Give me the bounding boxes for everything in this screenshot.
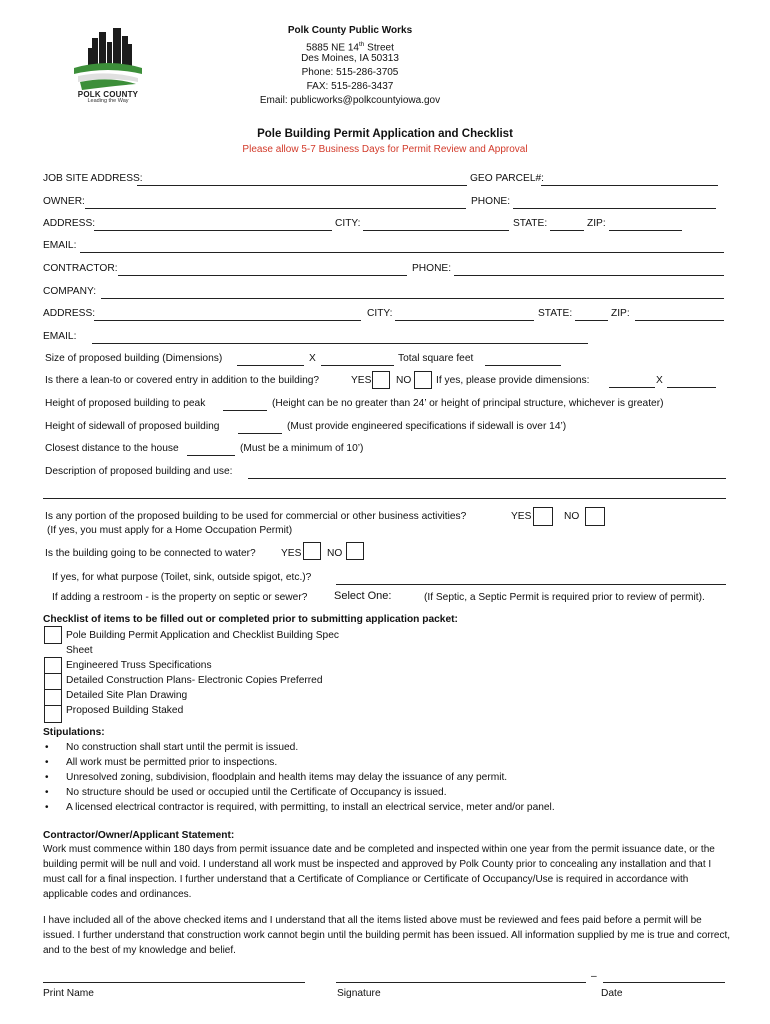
owner-phone-label: PHONE: — [471, 196, 511, 207]
owner-state-label: STATE: — [513, 218, 548, 229]
purpose-label: If yes, for what purpose (Toilet, sink, outside spigot, etc.)? — [52, 572, 312, 583]
bullet-icon: • — [45, 802, 49, 813]
leanto-dims-label: If yes, please provide dimensions: — [436, 375, 590, 386]
org-city: Des Moines, IA 50313 — [301, 53, 399, 64]
commercial-yes-label: YES — [511, 511, 532, 522]
job-site-input[interactable] — [137, 173, 467, 186]
contractor-phone-input[interactable] — [454, 263, 724, 276]
leanto-length-input[interactable] — [667, 375, 716, 388]
sidewall-label: Height of sidewall of proposed building — [45, 421, 220, 432]
owner-zip-label: ZIP: — [587, 218, 606, 229]
contractor-email-label: EMAIL: — [43, 331, 77, 342]
print-name-label: Print Name — [43, 988, 94, 999]
row-water — [45, 548, 728, 564]
size-x-label: X — [309, 353, 316, 364]
owner-email-input[interactable] — [80, 240, 724, 253]
row-owner-address — [43, 218, 726, 234]
row-owner-email — [43, 240, 726, 256]
owner-state-input[interactable] — [550, 218, 584, 231]
logo-tagline: Leading the Way — [87, 98, 129, 104]
leanto-label: Is there a lean-to or covered entry in addition to the building? — [45, 375, 320, 386]
commercial-yes-checkbox[interactable] — [533, 507, 553, 526]
peak-label: Height of proposed building to peak — [45, 398, 206, 409]
form-subtitle: Please allow 5-7 Business Days for Permit Review and Approval — [242, 144, 528, 155]
contractor-state-input[interactable] — [575, 308, 608, 321]
checklist-item-6: Proposed Building Staked — [66, 705, 184, 716]
leanto-no-label: NO — [396, 375, 412, 386]
owner-address-input[interactable] — [94, 218, 332, 231]
closest-label: Closest distance to the house — [45, 443, 179, 454]
contractor-address-input[interactable] — [94, 308, 361, 321]
row-size — [45, 353, 728, 369]
total-sqft-input[interactable] — [485, 353, 561, 366]
company-label: COMPANY: — [43, 286, 97, 297]
bullet-icon: • — [45, 787, 49, 798]
date-label: Date — [601, 988, 623, 999]
logo-text: POLK COUNTY — [77, 90, 139, 99]
septic-note: (If Septic, a Septic Permit is required prior to review of permit). — [424, 592, 705, 603]
stipulation-4: No structure should be used or occupied until the Certificate of Occupancy is issued. — [66, 787, 447, 798]
row-purpose — [52, 572, 726, 588]
geo-parcel-input[interactable] — [541, 173, 718, 186]
signature-label: Signature — [337, 988, 381, 999]
statement-paragraph-1: Work must commence within 180 days from permit issuance date and be completed and inspected within one year from the permit issuance date, or the building permit will be null and void. I understand all work must be inspected and approved by Polk County prior to concealing any installation and that I must call for a final inspection. I further understand that a Certificate of Compliance or Certificate of Occupancy/Use is required in accordance with applicable codes and ordinances. — [43, 844, 715, 900]
commercial-label: Is any portion of the proposed building to be used for commercial or other business activities? — [45, 511, 467, 522]
size-label: Size of proposed building (Dimensions) — [45, 353, 223, 364]
owner-address-label: ADDRESS: — [43, 218, 96, 229]
stipulation-1: No construction shall start until the permit is issued. — [66, 742, 299, 753]
water-yes-label: YES — [281, 548, 302, 559]
description-input-line2[interactable] — [43, 486, 726, 499]
owner-label: OWNER: — [43, 196, 85, 207]
owner-phone-input[interactable] — [513, 196, 716, 209]
closest-note: (Must be a minimum of 10’) — [240, 443, 364, 454]
contractor-label: CONTRACTOR: — [43, 263, 118, 274]
signature-input[interactable] — [336, 970, 586, 983]
bullet-icon: • — [45, 772, 49, 783]
sidewall-input[interactable] — [238, 421, 282, 434]
org-name: Polk County Public Works — [287, 25, 413, 36]
water-no-label: NO — [327, 548, 343, 559]
water-label: Is the building going to be connected to water? — [45, 548, 256, 559]
commercial-no-checkbox[interactable] — [585, 507, 605, 526]
geo-parcel-label: GEO PARCEL#: — [470, 173, 544, 184]
row-sidewall — [45, 421, 728, 437]
contractor-phone-label: PHONE: — [412, 263, 452, 274]
checklist-checkbox-1[interactable] — [44, 626, 62, 644]
size-length-input[interactable] — [321, 353, 394, 366]
signature-dash: – — [591, 971, 597, 982]
checklist-heading: Checklist of items to be filled out or completed prior to submitting application packet: — [43, 614, 458, 625]
contractor-city-input[interactable] — [395, 308, 534, 321]
checklist-checkbox-5[interactable] — [44, 705, 62, 723]
row-description — [45, 466, 726, 482]
contractor-input[interactable] — [118, 263, 407, 276]
org-street: 5885 NE 14th Street — [306, 41, 394, 54]
row-restroom — [52, 592, 726, 608]
leanto-no-checkbox[interactable] — [414, 371, 432, 389]
leanto-yes-checkbox[interactable] — [372, 371, 390, 389]
statement-heading: Contractor/Owner/Applicant Statement: — [43, 830, 235, 841]
septic-sewer-select[interactable]: Select One: — [334, 590, 392, 602]
org-fax: FAX: 515-286-3437 — [306, 81, 394, 92]
row-contractor — [43, 263, 726, 279]
owner-zip-input[interactable] — [609, 218, 682, 231]
leanto-x-label: X — [656, 375, 663, 386]
bullet-icon: • — [45, 742, 49, 753]
bullet-icon: • — [45, 757, 49, 768]
owner-input[interactable] — [85, 196, 466, 209]
row-job-site — [43, 173, 726, 189]
restroom-label: If adding a restroom - is the property on septic or sewer? — [52, 592, 308, 603]
contractor-zip-label: ZIP: — [611, 308, 630, 319]
org-phone: Phone: 515-286-3705 — [301, 67, 399, 78]
purpose-input[interactable] — [336, 572, 726, 585]
print-name-input[interactable] — [43, 970, 305, 983]
checklist-item-4: Detailed Construction Plans- Electronic Copies Preferred — [66, 675, 323, 686]
contractor-address-label: ADDRESS: — [43, 308, 96, 319]
form-title: Pole Building Permit Application and Checklist — [257, 128, 513, 140]
size-width-input[interactable] — [237, 353, 304, 366]
description-label: Description of proposed building and use: — [45, 466, 233, 477]
row-leanto — [45, 375, 728, 391]
row-owner — [43, 196, 726, 212]
commercial-note: (If yes, you must apply for a Home Occupation Permit) — [47, 525, 293, 536]
org-email: Email: publicworks@polkcountyiowa.gov — [259, 95, 441, 106]
checklist-item-2: Sheet — [66, 645, 93, 656]
row-contractor-email — [43, 331, 726, 347]
stipulation-5: A licensed electrical contractor is required, with permitting, to install an electrical service, meter and/or panel. — [66, 802, 555, 813]
peak-note: (Height can be no greater than 24’ or height of principal structure, whichever is greater) — [272, 398, 664, 409]
job-site-label: JOB SITE ADDRESS: — [43, 173, 143, 184]
statement-paragraph-2: I have included all of the above checked items and I understand that all the items listed above must be reviewed and fees paid before a permit will be issued. I further understand that construction work cannot begin until the building permit has been issued. All information supplied by me is true and correct, and to the best of my knowledge and belief. — [43, 915, 731, 956]
leanto-yes-label: YES — [351, 375, 372, 386]
owner-city-label: CITY: — [335, 218, 361, 229]
row-contractor-address — [43, 308, 726, 324]
company-input[interactable] — [101, 286, 724, 299]
checklist-item-1: Pole Building Permit Application and Checklist Building Spec — [66, 630, 339, 641]
checklist-item-5: Detailed Site Plan Drawing — [66, 690, 188, 701]
peak-input[interactable] — [223, 398, 267, 411]
stipulation-2: All work must be permitted prior to inspections. — [66, 757, 278, 768]
contractor-zip-input[interactable] — [635, 308, 724, 321]
contractor-city-label: CITY: — [367, 308, 393, 319]
description-input[interactable] — [248, 466, 726, 479]
date-input[interactable] — [603, 970, 725, 983]
row-peak — [45, 398, 728, 414]
leanto-width-input[interactable] — [609, 375, 655, 388]
stipulation-3: Unresolved zoning, subdivision, floodplain and health items may delay the issuance of any permit. — [66, 772, 508, 783]
total-sqft-label: Total square feet — [398, 353, 474, 364]
contractor-state-label: STATE: — [538, 308, 573, 319]
stipulations-heading: Stipulations: — [43, 727, 105, 738]
row-closest — [45, 443, 728, 459]
sidewall-note: (Must provide engineered specifications if sidewall is over 14’) — [287, 421, 567, 432]
owner-email-label: EMAIL: — [43, 240, 77, 251]
checklist-item-3: Engineered Truss Specifications — [66, 660, 212, 671]
closest-input[interactable] — [187, 443, 235, 456]
commercial-no-label: NO — [564, 511, 580, 522]
water-yes-checkbox[interactable] — [303, 542, 321, 560]
owner-city-input[interactable] — [363, 218, 509, 231]
contractor-email-input[interactable] — [92, 331, 588, 344]
row-company — [43, 286, 726, 302]
water-no-checkbox[interactable] — [346, 542, 364, 560]
